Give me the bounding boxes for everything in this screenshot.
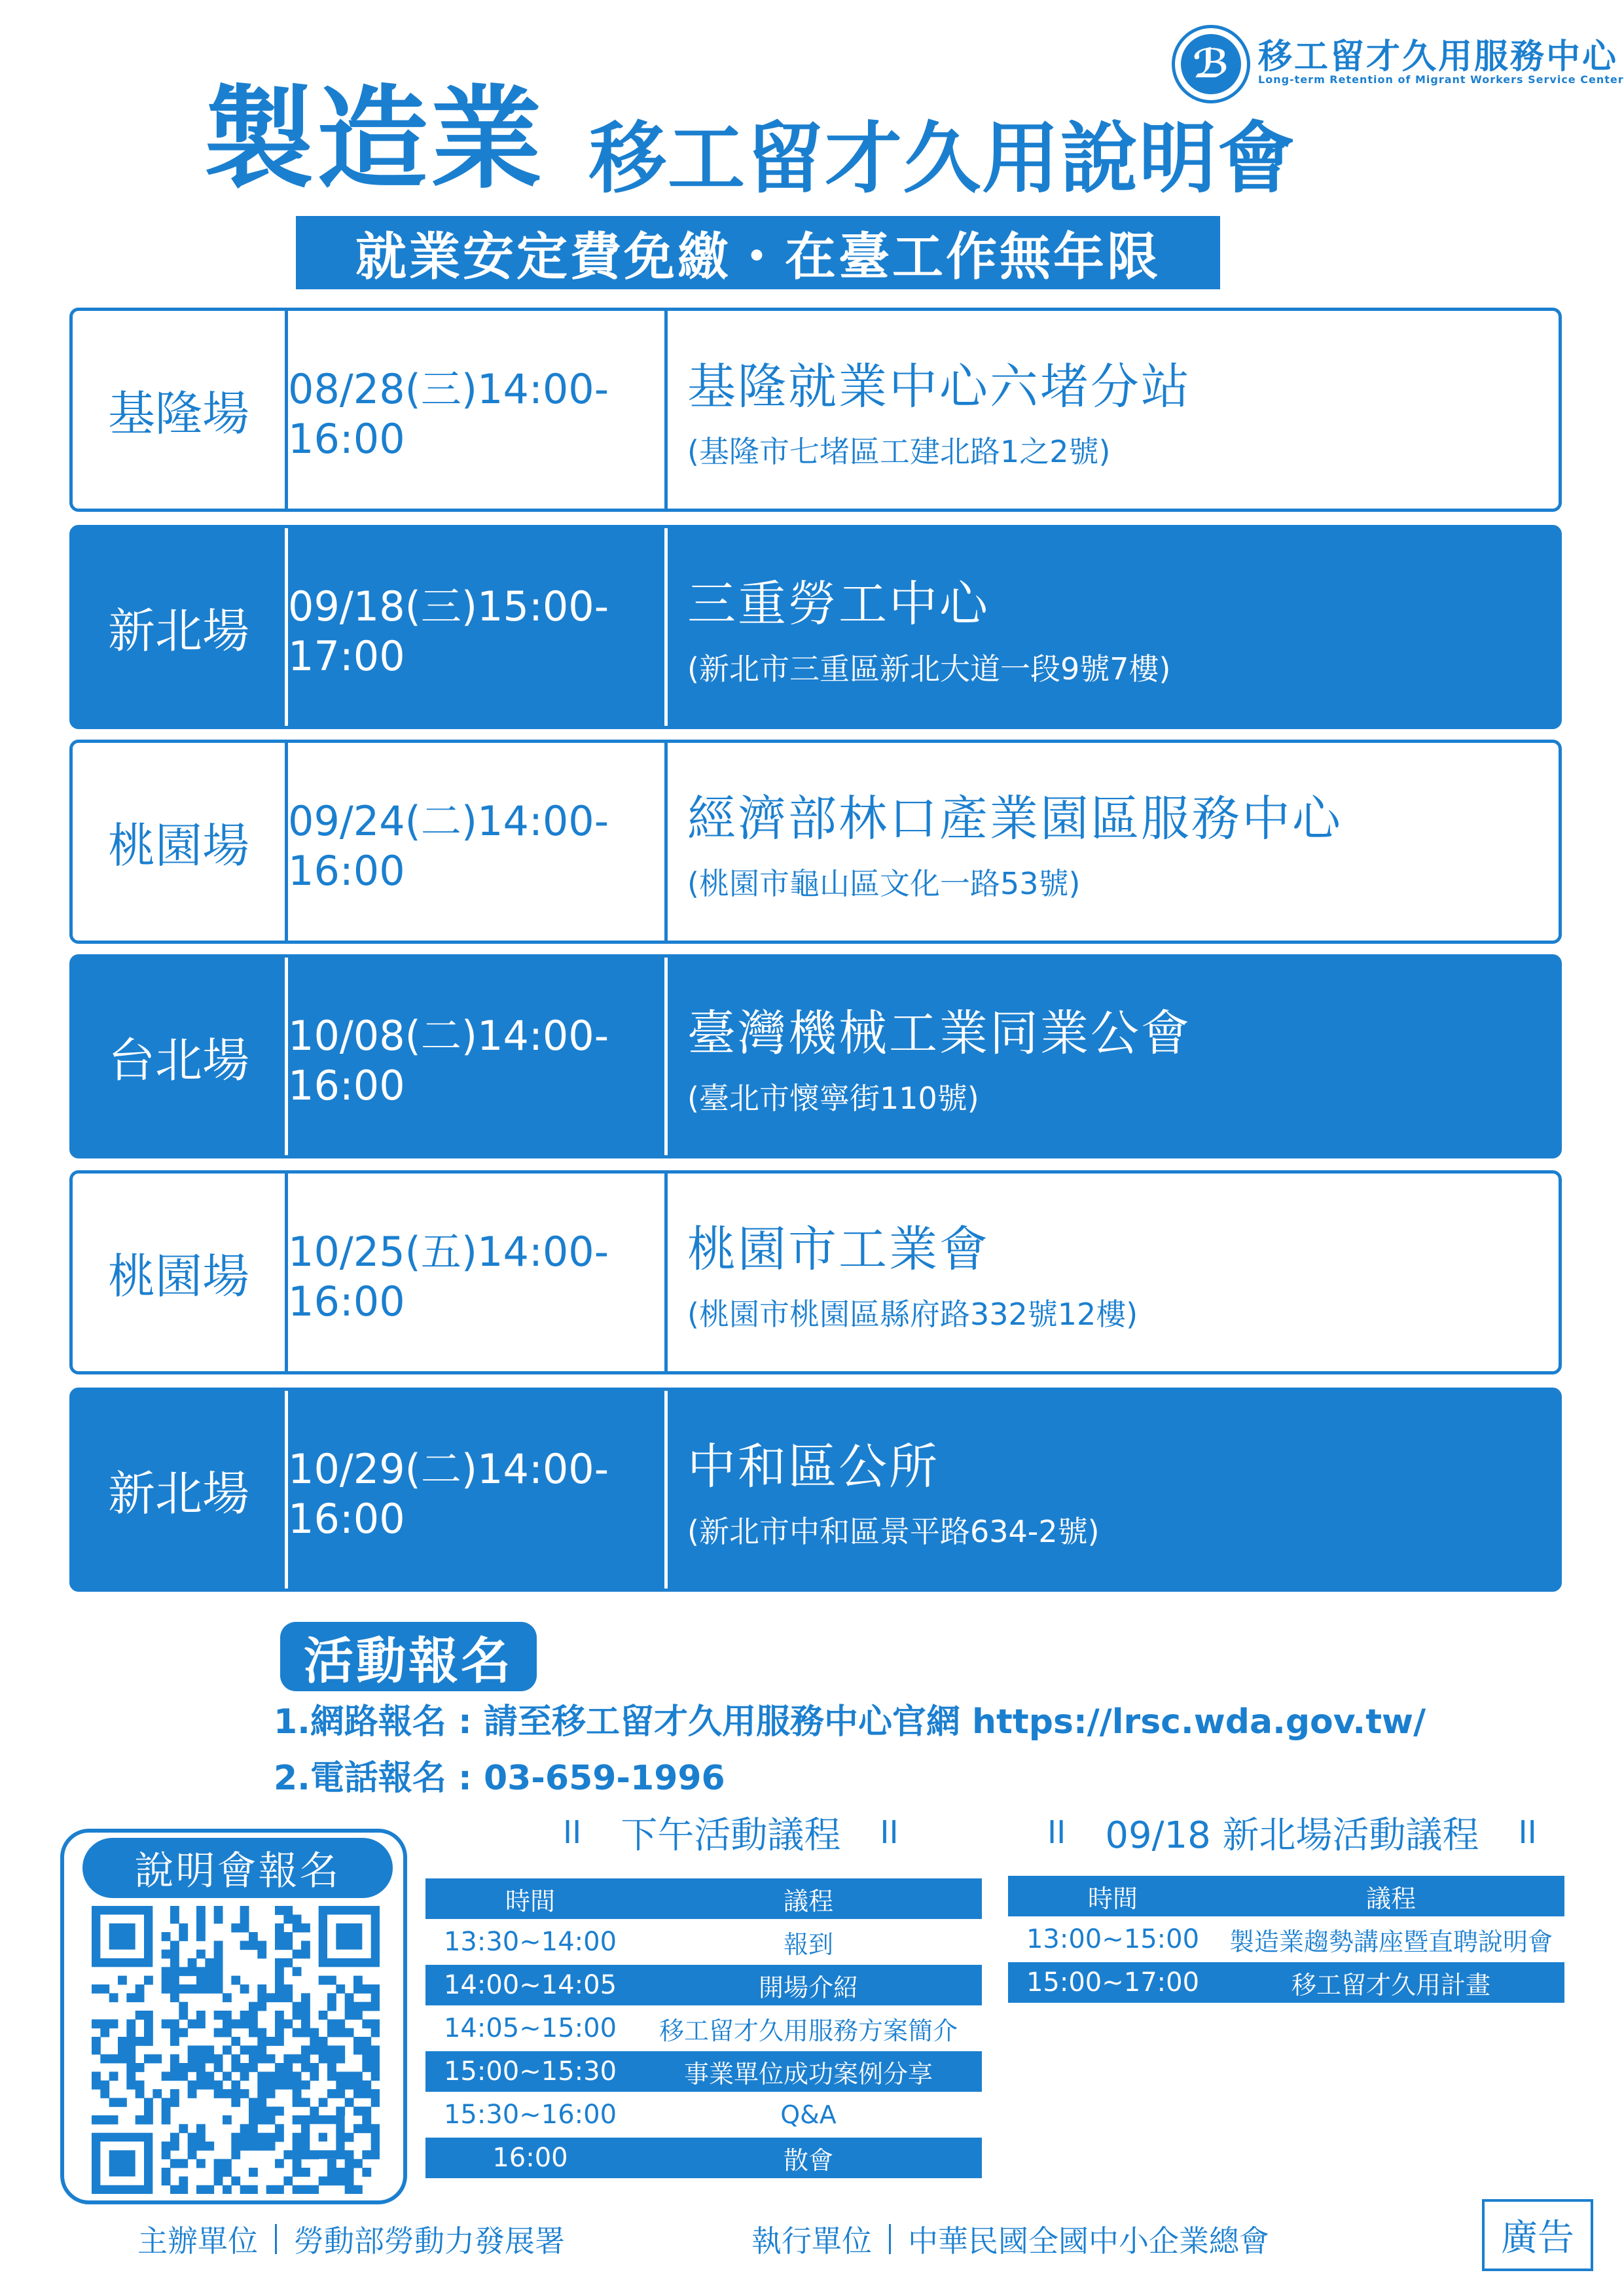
session-venue xyxy=(664,1174,1559,1371)
divider xyxy=(275,2224,277,2254)
agenda-col-item: 議程 xyxy=(1365,1884,1416,1913)
agenda-row xyxy=(425,1922,982,1962)
session-time: 10/25(五)14:00-16:00 xyxy=(285,1174,664,1371)
venue-name: 中和區公所 xyxy=(687,1439,939,1495)
session-time: 09/24(二)14:00-16:00 xyxy=(285,743,664,941)
venue-name: 三重勞工中心 xyxy=(687,576,990,632)
agenda-row xyxy=(1008,1962,1564,2003)
ad-badge: 廣告 xyxy=(1482,2199,1593,2271)
agenda-row xyxy=(425,2094,982,2135)
organizer-label: 主辦單位 xyxy=(137,2223,258,2259)
agenda-row xyxy=(425,1965,982,2005)
venue-address: (基隆市七堵區工建北路1之2號) xyxy=(687,434,1111,469)
divider xyxy=(889,2224,891,2254)
agenda-item: 移工留才久用服務方案簡介 xyxy=(659,2016,958,2045)
agenda-item: 事業單位成功案例分享 xyxy=(683,2059,933,2089)
agenda-time: 15:00~17:00 xyxy=(1026,1967,1200,1998)
session-region: 新北場 xyxy=(107,603,249,658)
venue-name: 經濟部林口產業園區服務中心 xyxy=(687,791,1343,847)
agenda-header-row xyxy=(1008,1876,1564,1916)
session-row xyxy=(69,525,1562,729)
agenda-item: 移工留才久用計畫 xyxy=(1291,1970,1490,2000)
session-row xyxy=(69,1170,1562,1374)
session-time: 08/28(三)14:00-16:00 xyxy=(285,311,664,509)
agenda-row xyxy=(1008,1919,1564,1960)
agenda-time: 13:30~14:00 xyxy=(443,1927,617,1957)
agenda-time: 14:05~15:00 xyxy=(443,2013,617,2043)
logo-icon: ℬ xyxy=(1181,34,1241,94)
session-region: 新北場 xyxy=(107,1466,249,1521)
agenda-bar-right: II xyxy=(880,1814,899,1851)
session-region: 基隆場 xyxy=(107,386,249,441)
session-row xyxy=(69,954,1562,1158)
agenda-time: 16:00 xyxy=(492,2143,568,2173)
agenda-col-item: 議程 xyxy=(783,1886,833,1916)
registration-online: 1.網路報名 : 請至移工留才久用服務中心官網 https://lrsc.wda.gov.tw/ xyxy=(274,1702,1426,1742)
venue-address: (新北市三重區新北大道一段9號7樓) xyxy=(687,651,1171,687)
agenda-item: 散會 xyxy=(783,2145,833,2175)
agenda-row xyxy=(425,2138,982,2178)
agenda-afternoon-title-text: 下午活動議程 xyxy=(621,1814,841,1857)
agenda-bar-right: II xyxy=(1518,1814,1537,1851)
agenda-time: 13:00~15:00 xyxy=(1026,1924,1200,1954)
session-venue xyxy=(664,311,1559,509)
agenda-time: 14:00~14:05 xyxy=(443,1970,617,2000)
agenda-0918-table xyxy=(1008,1876,1564,2003)
session-region: 桃園場 xyxy=(107,1249,249,1304)
agenda-item: 製造業趨勢講座暨直聘說明會 xyxy=(1229,1927,1553,1956)
agenda-col-time: 時間 xyxy=(1087,1884,1138,1913)
venue-name: 臺灣機械工業同業公會 xyxy=(687,1005,1191,1062)
session-time: 10/08(二)14:00-16:00 xyxy=(285,958,664,1155)
logo-title: 移工留才久用服務中心 xyxy=(1258,37,1619,77)
organizer-name: 勞動部勞動力發展署 xyxy=(294,2223,565,2259)
session-time: 09/18(三)15:00-17:00 xyxy=(285,528,664,726)
session-time: 10/29(二)14:00-16:00 xyxy=(285,1391,664,1588)
agenda-row xyxy=(425,2051,982,2092)
agenda-time: 15:00~15:30 xyxy=(443,2056,617,2087)
qr-label: 說明會報名 xyxy=(82,1838,393,1898)
agenda-0918-title xyxy=(1008,1806,1576,1859)
executor-label: 執行單位 xyxy=(751,2223,872,2259)
page-title-main: 製造業 xyxy=(203,75,545,204)
logo-emblem xyxy=(1172,25,1250,103)
agenda-bar-left: II xyxy=(1047,1814,1066,1851)
session-row xyxy=(69,308,1562,512)
session-venue xyxy=(664,958,1559,1155)
registration-heading: 活動報名 xyxy=(280,1622,537,1691)
venue-address: (桃園市龜山區文化一路53號) xyxy=(687,866,1081,901)
footer-organizer xyxy=(137,2217,565,2261)
session-venue xyxy=(664,743,1559,941)
venue-address: (桃園市桃園區縣府路332號12樓) xyxy=(687,1297,1138,1332)
agenda-row xyxy=(425,2008,982,2049)
agenda-afternoon-title xyxy=(524,1806,938,1859)
page-title-rest: 移工留才久用說明會 xyxy=(589,113,1297,204)
venue-name: 基隆就業中心六堵分站 xyxy=(687,359,1191,415)
agenda-item: 報到 xyxy=(783,1929,833,1959)
agenda-item: Q&A xyxy=(780,2100,837,2129)
session-region: 台北場 xyxy=(107,1033,249,1088)
page-subtitle-banner: 就業安定費免繳・在臺工作無年限 xyxy=(296,216,1220,289)
agenda-col-time: 時間 xyxy=(505,1886,555,1916)
agenda-bar-left: II xyxy=(563,1814,582,1851)
session-venue xyxy=(664,528,1559,726)
footer-executor xyxy=(751,2217,1269,2261)
session-region: 桃園場 xyxy=(107,818,249,873)
venue-address: (臺北市懷寧街110號) xyxy=(687,1081,979,1116)
logo-subtitle: Long-term Retention of Migrant Workers Service Center xyxy=(1258,73,1624,86)
registration-phone: 2.電話報名 : 03-659-1996 xyxy=(274,1759,725,1798)
venue-address: (新北市中和區景平路634-2號) xyxy=(687,1514,1100,1549)
session-venue xyxy=(664,1391,1559,1588)
qr-code-icon[interactable] xyxy=(92,1906,380,2194)
venue-name: 桃園市工業會 xyxy=(687,1221,990,1278)
session-row xyxy=(69,740,1562,944)
agenda-header-row xyxy=(425,1878,982,1919)
agenda-afternoon-table xyxy=(425,1878,982,2178)
session-row xyxy=(69,1388,1562,1592)
agenda-0918-title-text: 09/18 新北場活動議程 xyxy=(1105,1814,1479,1857)
agenda-item: 開場介紹 xyxy=(758,1973,858,2002)
agenda-time: 15:30~16:00 xyxy=(443,2100,617,2130)
executor-name: 中華民國全國中小企業總會 xyxy=(908,2223,1269,2259)
